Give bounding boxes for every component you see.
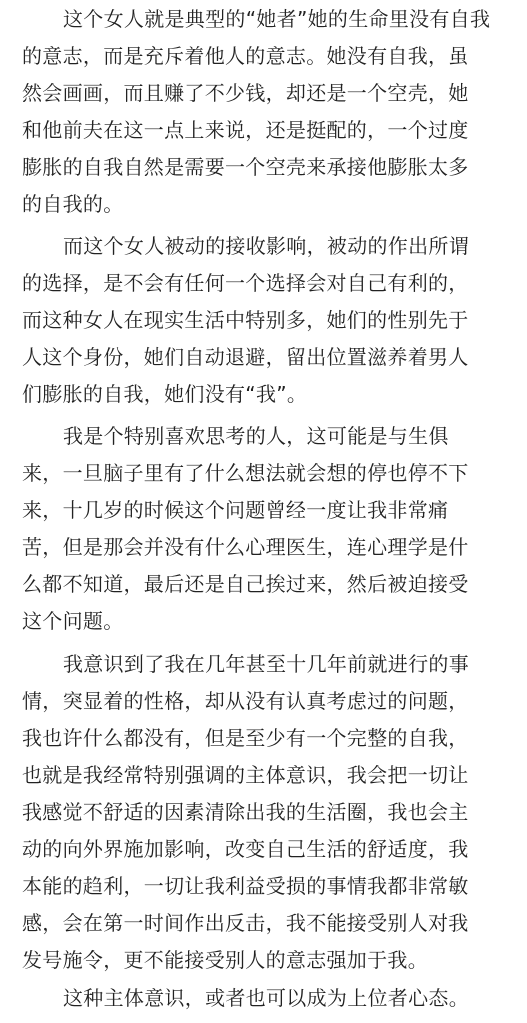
text-line: 这个问题。 (22, 609, 124, 633)
text-line: 的选择，是不会有任何一个选择会对自己有利的， (22, 271, 469, 295)
text-line: 而这个女人被动的接收影响，被动的作出所谓 (63, 234, 469, 258)
text-line: 的意志，而是充斥着他人的意志。她没有自我，虽 (22, 44, 469, 68)
text-line: 和他前夫在这一点上来说，还是挺配的，一个过度 (22, 118, 469, 142)
paragraph-4 (22, 646, 508, 979)
paragraph-3 (22, 418, 508, 640)
paragraph-5 (22, 980, 508, 1017)
text-line: 情，突显着的性格，却从没有认真考虑过的问题， (22, 689, 469, 713)
paragraph-1 (22, 1, 508, 223)
text-line: 我感觉不舒适的因素清除出我的生活圈，我也会主 (22, 800, 469, 824)
paragraph-2 (22, 228, 508, 413)
text-line: 动的向外界施加影响，改变自己生活的舒适度，我 (22, 837, 469, 861)
text-line: 而这种女人在现实生活中特别多，她们的性别先于 (22, 308, 469, 332)
text-line: 来，一旦脑子里有了什么想法就会想的停也停不下 (22, 461, 469, 485)
text-line: 苦，但是那会并没有什么心理医生，连心理学是什 (22, 535, 469, 559)
text-line: 我也许什么都没有，但是至少有一个完整的自我， (22, 726, 469, 750)
text-line: 的自我的。 (22, 192, 124, 216)
text-line: 我意识到了我在几年甚至十几年前就进行的事 (63, 652, 469, 676)
text-line: 人这个身份，她们自动退避，留出位置滋养着男人 (22, 345, 469, 369)
text-line: 本能的趋利，一切让我利益受损的事情我都非常敏 (22, 874, 469, 898)
text-line: 么都不知道，最后还是自己挨过来，然后被迫接受 (22, 572, 469, 596)
text-line: 感，会在第一时间作出反击，我不能接受别人对我 (22, 911, 469, 935)
text-line: 发号施令，更不能接受别人的意志强加于我。 (22, 948, 428, 972)
text-line: 我是个特别喜欢思考的人，这可能是与生俱 (63, 424, 449, 448)
text-line: 这种主体意识，或者也可以成为上位者心态。 (63, 986, 469, 1010)
text-line: 来，十几岁的时候这个问题曾经一度让我非常痛 (22, 498, 449, 522)
text-line: 这个女人就是典型的“她者”她的生命里没有自我 (63, 7, 491, 31)
text-line: 们膨胀的自我，她们没有“我”。 (22, 382, 308, 406)
text-line: 膨胀的自我自然是需要一个空壳来承接他膨胀太多 (22, 155, 469, 179)
text-line: 然会画画，而且赚了不少钱，却还是一个空壳，她 (22, 81, 469, 105)
text-line: 也就是我经常特别强调的主体意识，我会把一切让 (22, 763, 469, 787)
